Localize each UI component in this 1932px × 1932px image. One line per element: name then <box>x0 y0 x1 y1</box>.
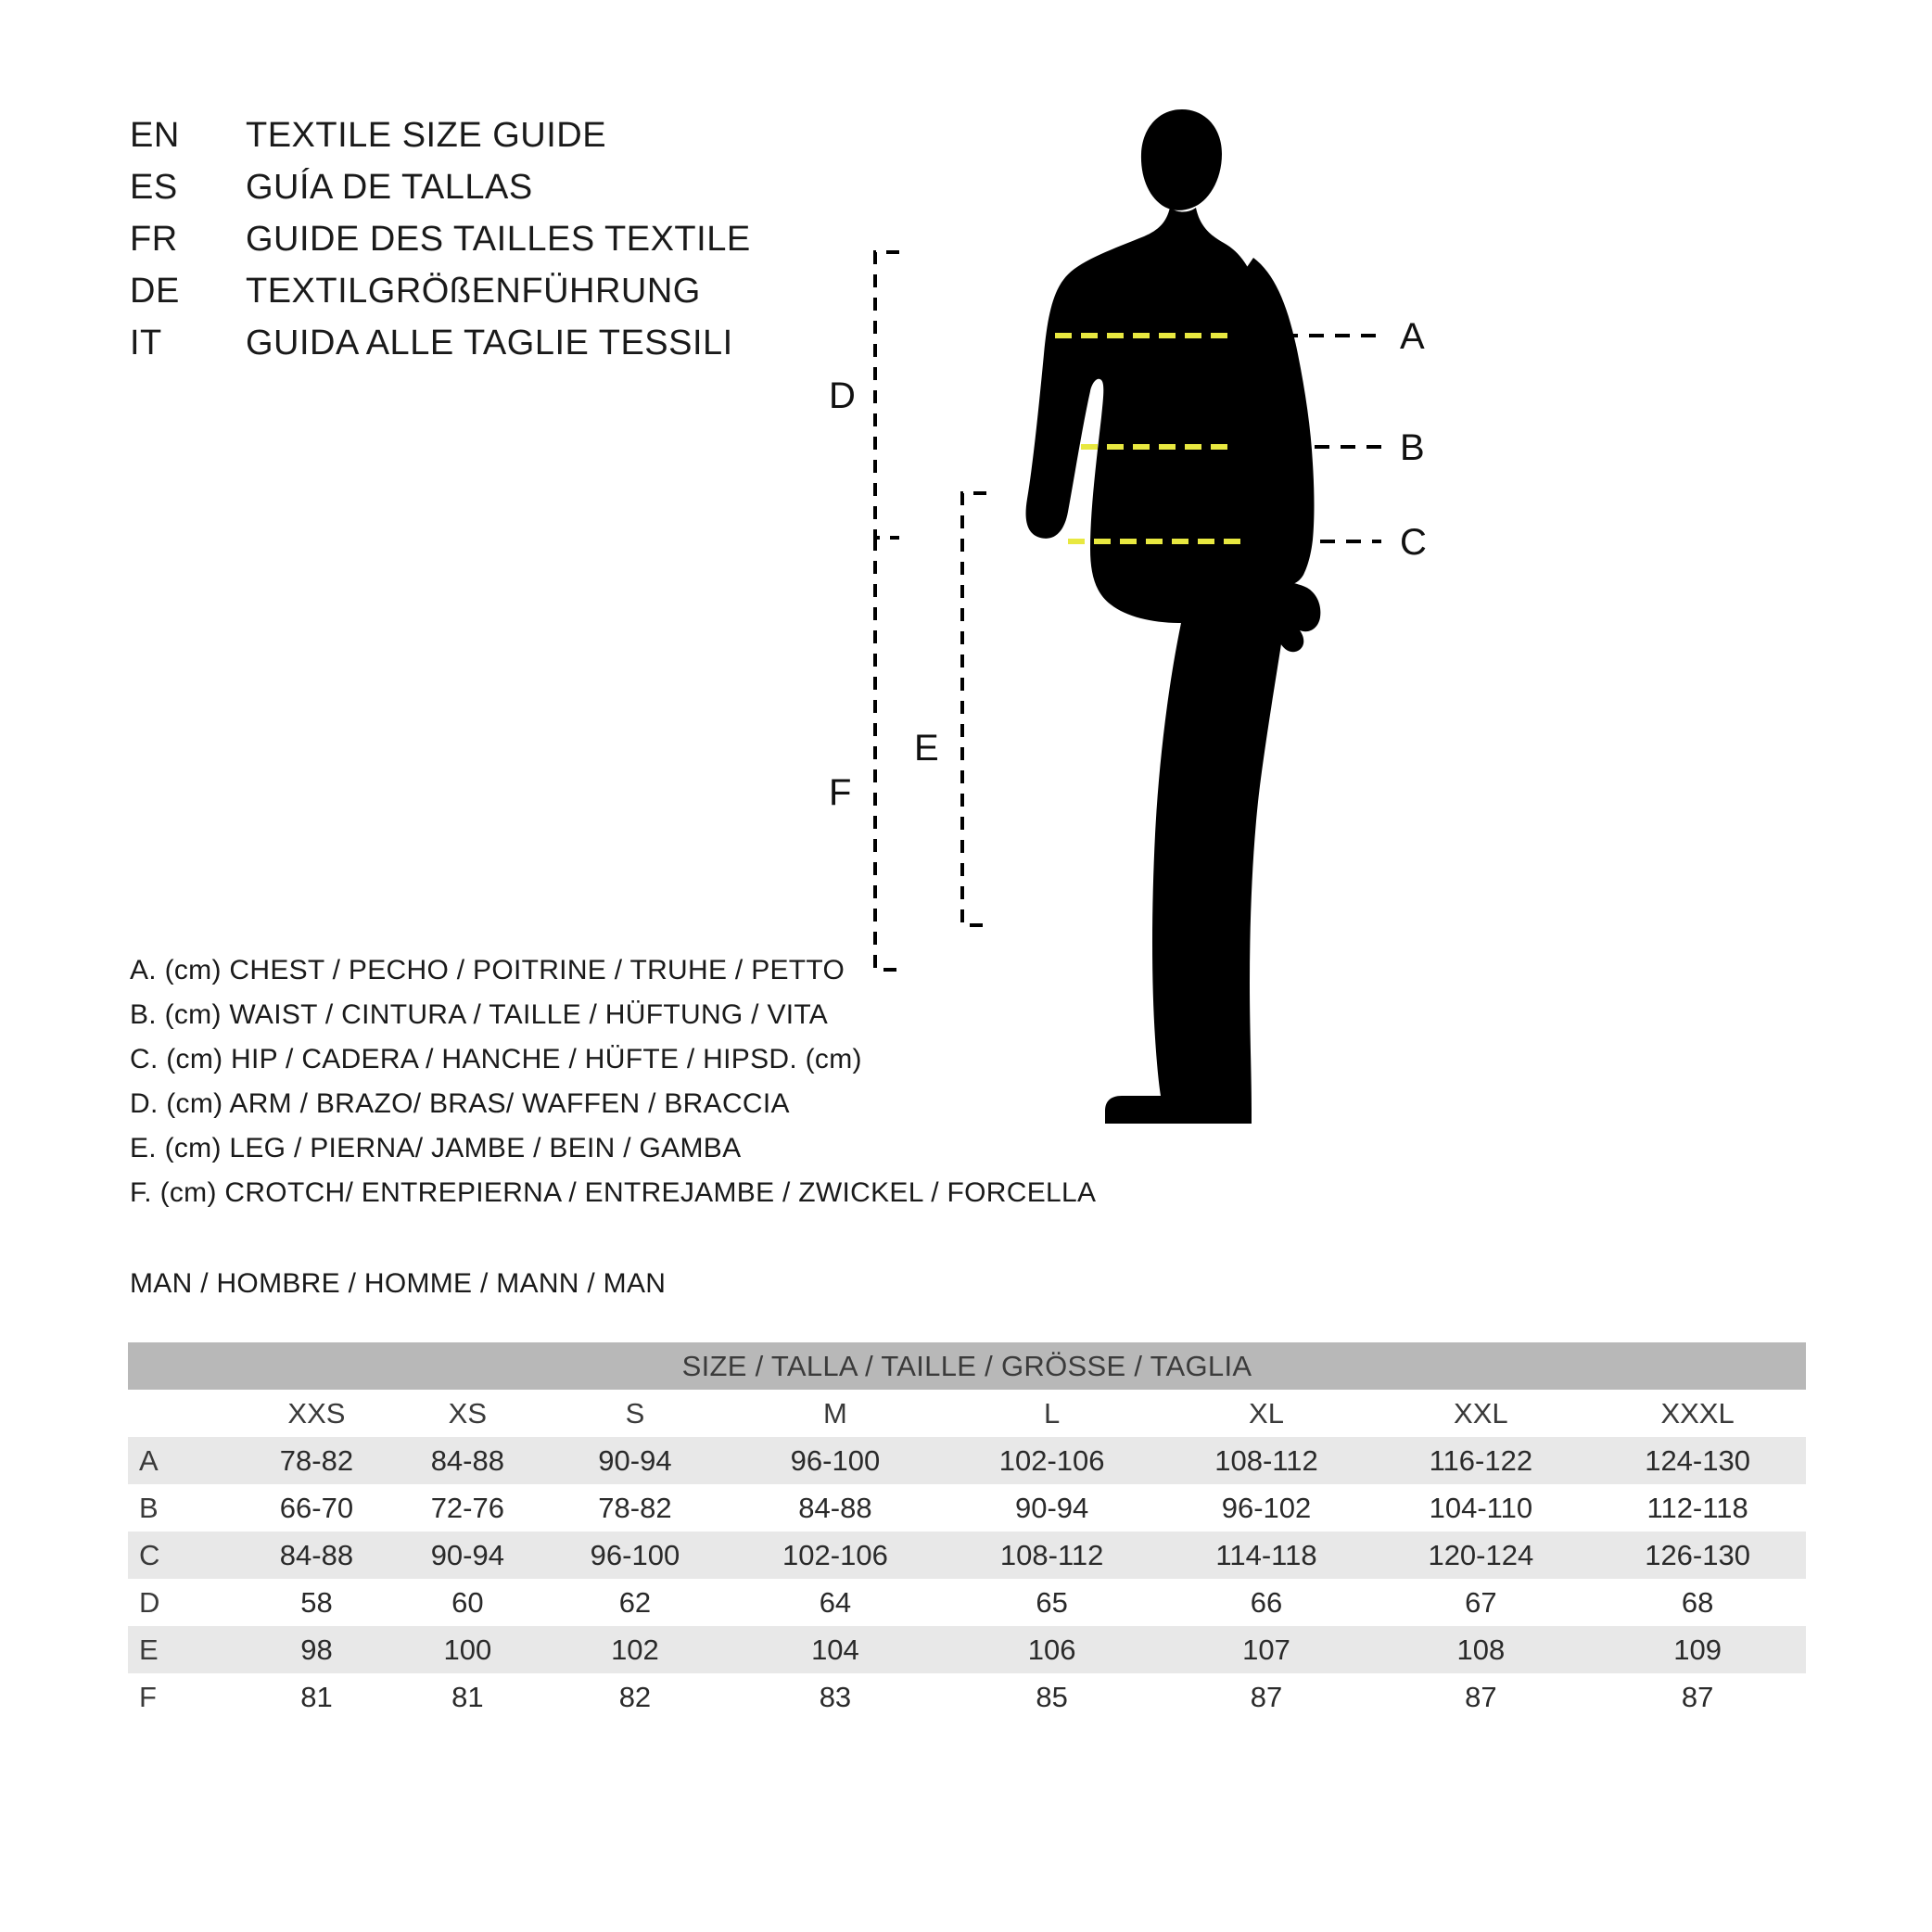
cell-e-s: 102 <box>543 1626 727 1673</box>
cell-e-l: 106 <box>944 1626 1161 1673</box>
cell-d-xs: 60 <box>392 1579 543 1626</box>
cell-c-xl: 114-118 <box>1161 1532 1373 1579</box>
title-lang-fr: FR <box>130 220 178 259</box>
cell-b-xxs: 66-70 <box>241 1484 392 1532</box>
cell-d-xl: 66 <box>1161 1579 1373 1626</box>
cell-f-xxxl: 87 <box>1589 1673 1806 1721</box>
title-row <box>130 116 751 168</box>
legend-item-b: B. (cm) WAIST / CINTURA / TAILLE / HÜFTUNG / VITA <box>130 999 829 1030</box>
cell-e-xxxl: 109 <box>1589 1626 1806 1673</box>
cell-c-xs: 90-94 <box>392 1532 543 1579</box>
legend-item-f: F. (cm) CROTCH/ ENTREPIERNA / ENTREJAMBE / ZWICKEL / FORCELLA <box>130 1177 1097 1208</box>
size-col-xs: XS <box>392 1390 543 1437</box>
cell-e-xxs: 98 <box>241 1626 392 1673</box>
cell-b-xxxl: 112-118 <box>1589 1484 1806 1532</box>
table-row <box>128 1484 1806 1532</box>
cell-d-s: 62 <box>543 1579 727 1626</box>
table-row <box>128 1579 1806 1626</box>
title-lang-de: DE <box>130 272 180 311</box>
row-label-c: C <box>128 1532 241 1579</box>
cell-d-xxl: 67 <box>1372 1579 1589 1626</box>
legend-item-d: D. (cm) ARM / BRAZO/ BRAS/ WAFFEN / BRACCIA <box>130 1088 790 1119</box>
cell-b-xs: 72-76 <box>392 1484 543 1532</box>
size-col-xl: XL <box>1161 1390 1373 1437</box>
cell-b-xxl: 104-110 <box>1372 1484 1589 1532</box>
size-col-xxxl: XXXL <box>1589 1390 1806 1437</box>
legend-item-a: A. (cm) CHEST / PECHO / POITRINE / TRUHE / PETTO <box>130 955 845 985</box>
size-col-l: L <box>944 1390 1161 1437</box>
cell-c-xxxl: 126-130 <box>1589 1532 1806 1579</box>
cell-f-xxs: 81 <box>241 1673 392 1721</box>
callout-label-c: C <box>1400 522 1427 563</box>
title-text-de: TEXTILGRÖßENFÜHRUNG <box>246 272 701 311</box>
callout-label-d: D <box>829 375 856 416</box>
cell-c-s: 96-100 <box>543 1532 727 1579</box>
cell-f-m: 83 <box>727 1673 944 1721</box>
title-lang-it: IT <box>130 324 162 362</box>
legend-item-c: C. (cm) HIP / CADERA / HANCHE / HÜFTE / HIPSD. (cm) <box>130 1044 862 1074</box>
cell-d-m: 64 <box>727 1579 944 1626</box>
cell-a-l: 102-106 <box>944 1437 1161 1484</box>
cell-f-s: 82 <box>543 1673 727 1721</box>
table-row <box>128 1437 1806 1484</box>
size-table <box>128 1342 1806 1721</box>
cell-c-xxl: 120-124 <box>1372 1532 1589 1579</box>
cell-b-l: 90-94 <box>944 1484 1161 1532</box>
callout-label-e: E <box>914 728 939 769</box>
title-lang-en: EN <box>130 116 180 155</box>
row-label-f: F <box>128 1673 241 1721</box>
size-col-xxs: XXS <box>241 1390 392 1437</box>
table-row <box>128 1626 1806 1673</box>
cell-c-l: 108-112 <box>944 1532 1161 1579</box>
cell-b-xl: 96-102 <box>1161 1484 1373 1532</box>
cell-d-xxxl: 68 <box>1589 1579 1806 1626</box>
size-col-s: S <box>543 1390 727 1437</box>
gender-label: MAN / HOMBRE / HOMME / MANN / MAN <box>130 1268 667 1299</box>
cell-a-m: 96-100 <box>727 1437 944 1484</box>
cell-f-xl: 87 <box>1161 1673 1373 1721</box>
row-label-b: B <box>128 1484 241 1532</box>
cell-a-xxs: 78-82 <box>241 1437 392 1484</box>
callout-label-f: F <box>829 772 852 813</box>
cell-f-xs: 81 <box>392 1673 543 1721</box>
cell-a-xl: 108-112 <box>1161 1437 1373 1484</box>
cell-d-xxs: 58 <box>241 1579 392 1626</box>
table-size-header-row <box>128 1390 1806 1437</box>
table-header-band <box>128 1342 1806 1390</box>
table-row <box>128 1673 1806 1721</box>
row-label-d: D <box>128 1579 241 1626</box>
cell-f-xxl: 87 <box>1372 1673 1589 1721</box>
cell-e-xl: 107 <box>1161 1626 1373 1673</box>
cell-a-s: 90-94 <box>543 1437 727 1484</box>
title-row <box>130 220 751 272</box>
row-label-a: A <box>128 1437 241 1484</box>
cell-b-s: 78-82 <box>543 1484 727 1532</box>
measurement-legend <box>130 955 1096 1222</box>
table-row <box>128 1532 1806 1579</box>
male-silhouette-icon <box>1026 109 1321 1124</box>
cell-f-l: 85 <box>944 1673 1161 1721</box>
legend-item-e: E. (cm) LEG / PIERNA/ JAMBE / BEIN / GAMBA <box>130 1133 742 1163</box>
callout-label-b: B <box>1400 427 1425 468</box>
table-header-label: SIZE / TALLA / TAILLE / GRÖSSE / TAGLIA <box>128 1342 1806 1390</box>
callout-label-a: A <box>1400 316 1425 357</box>
cell-c-xxs: 84-88 <box>241 1532 392 1579</box>
title-lang-es: ES <box>130 168 178 207</box>
title-row <box>130 324 751 375</box>
body-measurement-diagram <box>829 93 1845 1205</box>
size-col-xxl: XXL <box>1372 1390 1589 1437</box>
size-col-m: M <box>727 1390 944 1437</box>
cell-e-m: 104 <box>727 1626 944 1673</box>
table-corner-cell <box>128 1390 241 1437</box>
title-row <box>130 168 751 220</box>
title-text-en: TEXTILE SIZE GUIDE <box>246 116 607 155</box>
title-text-fr: GUIDE DES TAILLES TEXTILE <box>246 220 751 259</box>
cell-c-m: 102-106 <box>727 1532 944 1579</box>
dimension-bars <box>875 252 986 970</box>
cell-a-xxl: 116-122 <box>1372 1437 1589 1484</box>
cell-e-xs: 100 <box>392 1626 543 1673</box>
cell-b-m: 84-88 <box>727 1484 944 1532</box>
title-text-es: GUÍA DE TALLAS <box>246 168 533 207</box>
title-text-it: GUIDA ALLE TAGLIE TESSILI <box>246 324 733 362</box>
cell-a-xxxl: 124-130 <box>1589 1437 1806 1484</box>
title-row <box>130 272 751 324</box>
row-label-e: E <box>128 1626 241 1673</box>
cell-e-xxl: 108 <box>1372 1626 1589 1673</box>
cell-a-xs: 84-88 <box>392 1437 543 1484</box>
title-block <box>130 116 751 375</box>
cell-d-l: 65 <box>944 1579 1161 1626</box>
